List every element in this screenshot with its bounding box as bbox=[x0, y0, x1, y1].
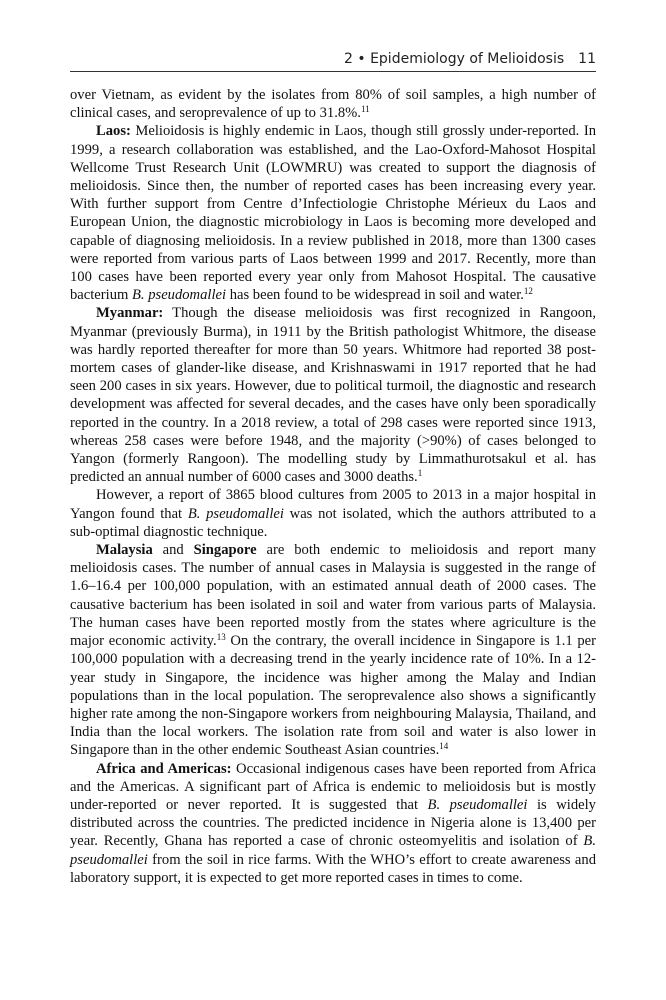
species-name: B. pseudomallei bbox=[70, 833, 596, 868]
section-heading-myanmar: Myanmar: bbox=[96, 305, 164, 322]
text-run: However, a report of 3865 blood cultures from 2005 to 2013 in a major hospital in Yangon found that bbox=[70, 487, 596, 522]
running-head-title: 2 • Epidemiology of Melioidosis bbox=[344, 51, 565, 67]
text-run: On the contrary, the overall incidence in Singapore is 1.1 per 100,000 population with a decreasing trend in the yearly incidence rate of 10%. In a 12-year study in Singapore, the incidence was higher among the Malay and Indian populations than in the local population. The seroprevalence also shows a significantly higher rate among the non-Singapore workers from neighbouring Malaysia, Thailand, and India than the local workers. The isolation rate from soil and water is also lower in Singapore than in the other endemic Southeast Asian countries. bbox=[70, 633, 596, 759]
paragraph-laos bbox=[70, 122, 596, 304]
text-run: Melioidosis is highly endemic in Laos, though still grossly under-reported. In 1999, a research collaboration was established, and the Lao-Oxford-Mahosot Hospital Wellcome Trust Research Unit (LOWMRU) was created to support the diagnosis of melioidosis. Since then, the number of reported cases has been increasing every year. With further support from Centre d’Infectiologie Christophe Mérieux du Laos and European Union, the diagnostic microbiology in Laos is becoming more developed and capable of diagnosing melioidosis. In a review published in 2018, more than 1300 cases were reported from various parts of Laos between 1999 and 2017. Recently, more than 100 cases have been reported every year only from Mahosot Hospital. The causative bacterium bbox=[70, 123, 596, 304]
paragraph-yangon bbox=[70, 486, 596, 541]
citation-ref: 1 bbox=[417, 468, 423, 479]
species-name: B. pseudomallei bbox=[427, 796, 528, 813]
running-header bbox=[70, 48, 596, 70]
paragraph-malaysia-singapore bbox=[70, 541, 596, 759]
citation-ref: 12 bbox=[523, 286, 533, 297]
text-run: Occasional indigenous cases have been reported from Africa and the Americas. A significant part of Africa is endemic to melioidosis but is mostly under-reported or never reported. It is suggested that bbox=[70, 760, 596, 813]
section-heading-laos: Laos: bbox=[96, 123, 131, 140]
section-heading-singapore: Singapore bbox=[193, 542, 257, 559]
header-rule bbox=[70, 71, 596, 72]
species-name: B. pseudomallei bbox=[187, 505, 284, 522]
text-run: is widely distributed across the countries. The predicted incidence in Nigeria alone is 13,400 per year. Recently, Ghana has reported a case of chronic osteomyelitis and isolation of bbox=[70, 796, 596, 850]
text-run: and bbox=[152, 542, 194, 559]
species-name: B. pseudomallei bbox=[132, 287, 227, 304]
section-heading-malaysia: Malaysia bbox=[96, 542, 153, 559]
body-text bbox=[70, 86, 596, 887]
section-heading-africa-americas: Africa and Americas: bbox=[96, 760, 232, 777]
paragraph-vietnam-continued bbox=[70, 86, 596, 122]
paragraph-myanmar bbox=[70, 304, 596, 486]
text-run: from the soil in rice farms. With the WHO’s effort to create awareness and laboratory support, it is expected to get more reported cases in times to come. bbox=[70, 851, 596, 886]
citation-ref: 14 bbox=[439, 741, 449, 752]
citation-ref: 11 bbox=[360, 104, 370, 115]
paragraph-africa-americas bbox=[70, 760, 596, 887]
citation-ref: 13 bbox=[216, 632, 226, 643]
page-number: 11 bbox=[578, 51, 596, 67]
text-run: has been found to be widespread in soil and water. bbox=[226, 287, 524, 304]
text-run: are both endemic to melioidosis and report many melioidosis cases. The number of annual cases in Malaysia is suggested in the range of 1.6–16.4 per 100,000 population, with an estimated annual death of 2000 cases. The causative bacterium has been isolated in soil and water from various parts of Malaysia. The human cases have been reported mostly from the states where agriculture is the major economic activity. bbox=[70, 542, 596, 650]
text-run: Though the disease melioidosis was first recognized in Rangoon, Myanmar (previously Burma), in 1911 by the British pathologist Whitmore, the disease was hardly reported thereafter for more than 50 years. Whitmore had reported 38 post-mortem cases of glander-like disease, and Krishnaswami in 1917 reported that he had seen 200 cases in six years. However, due to political turmoil, the diagnostic and research development was affected for several decades, and the cases have only been sporadically reported in the country. In a 2018 review, a total of 298 cases were reported since 1913, whereas 258 cases were before 1948, and the majority (>90%) of cases belonged to Yangon (formerly Rangoon). The modelling study by Limmathurotsakul et al. has predicted an annual number of 6000 cases and 3000 deaths. bbox=[70, 305, 596, 486]
text-run: was not isolated, which the authors attributed to a sub-optimal diagnostic technique. bbox=[70, 505, 596, 540]
text-run: over Vietnam, as evident by the isolates from 80% of soil samples, a high number of clinical cases, and seroprevalence of up to 31.8%. bbox=[70, 87, 596, 122]
